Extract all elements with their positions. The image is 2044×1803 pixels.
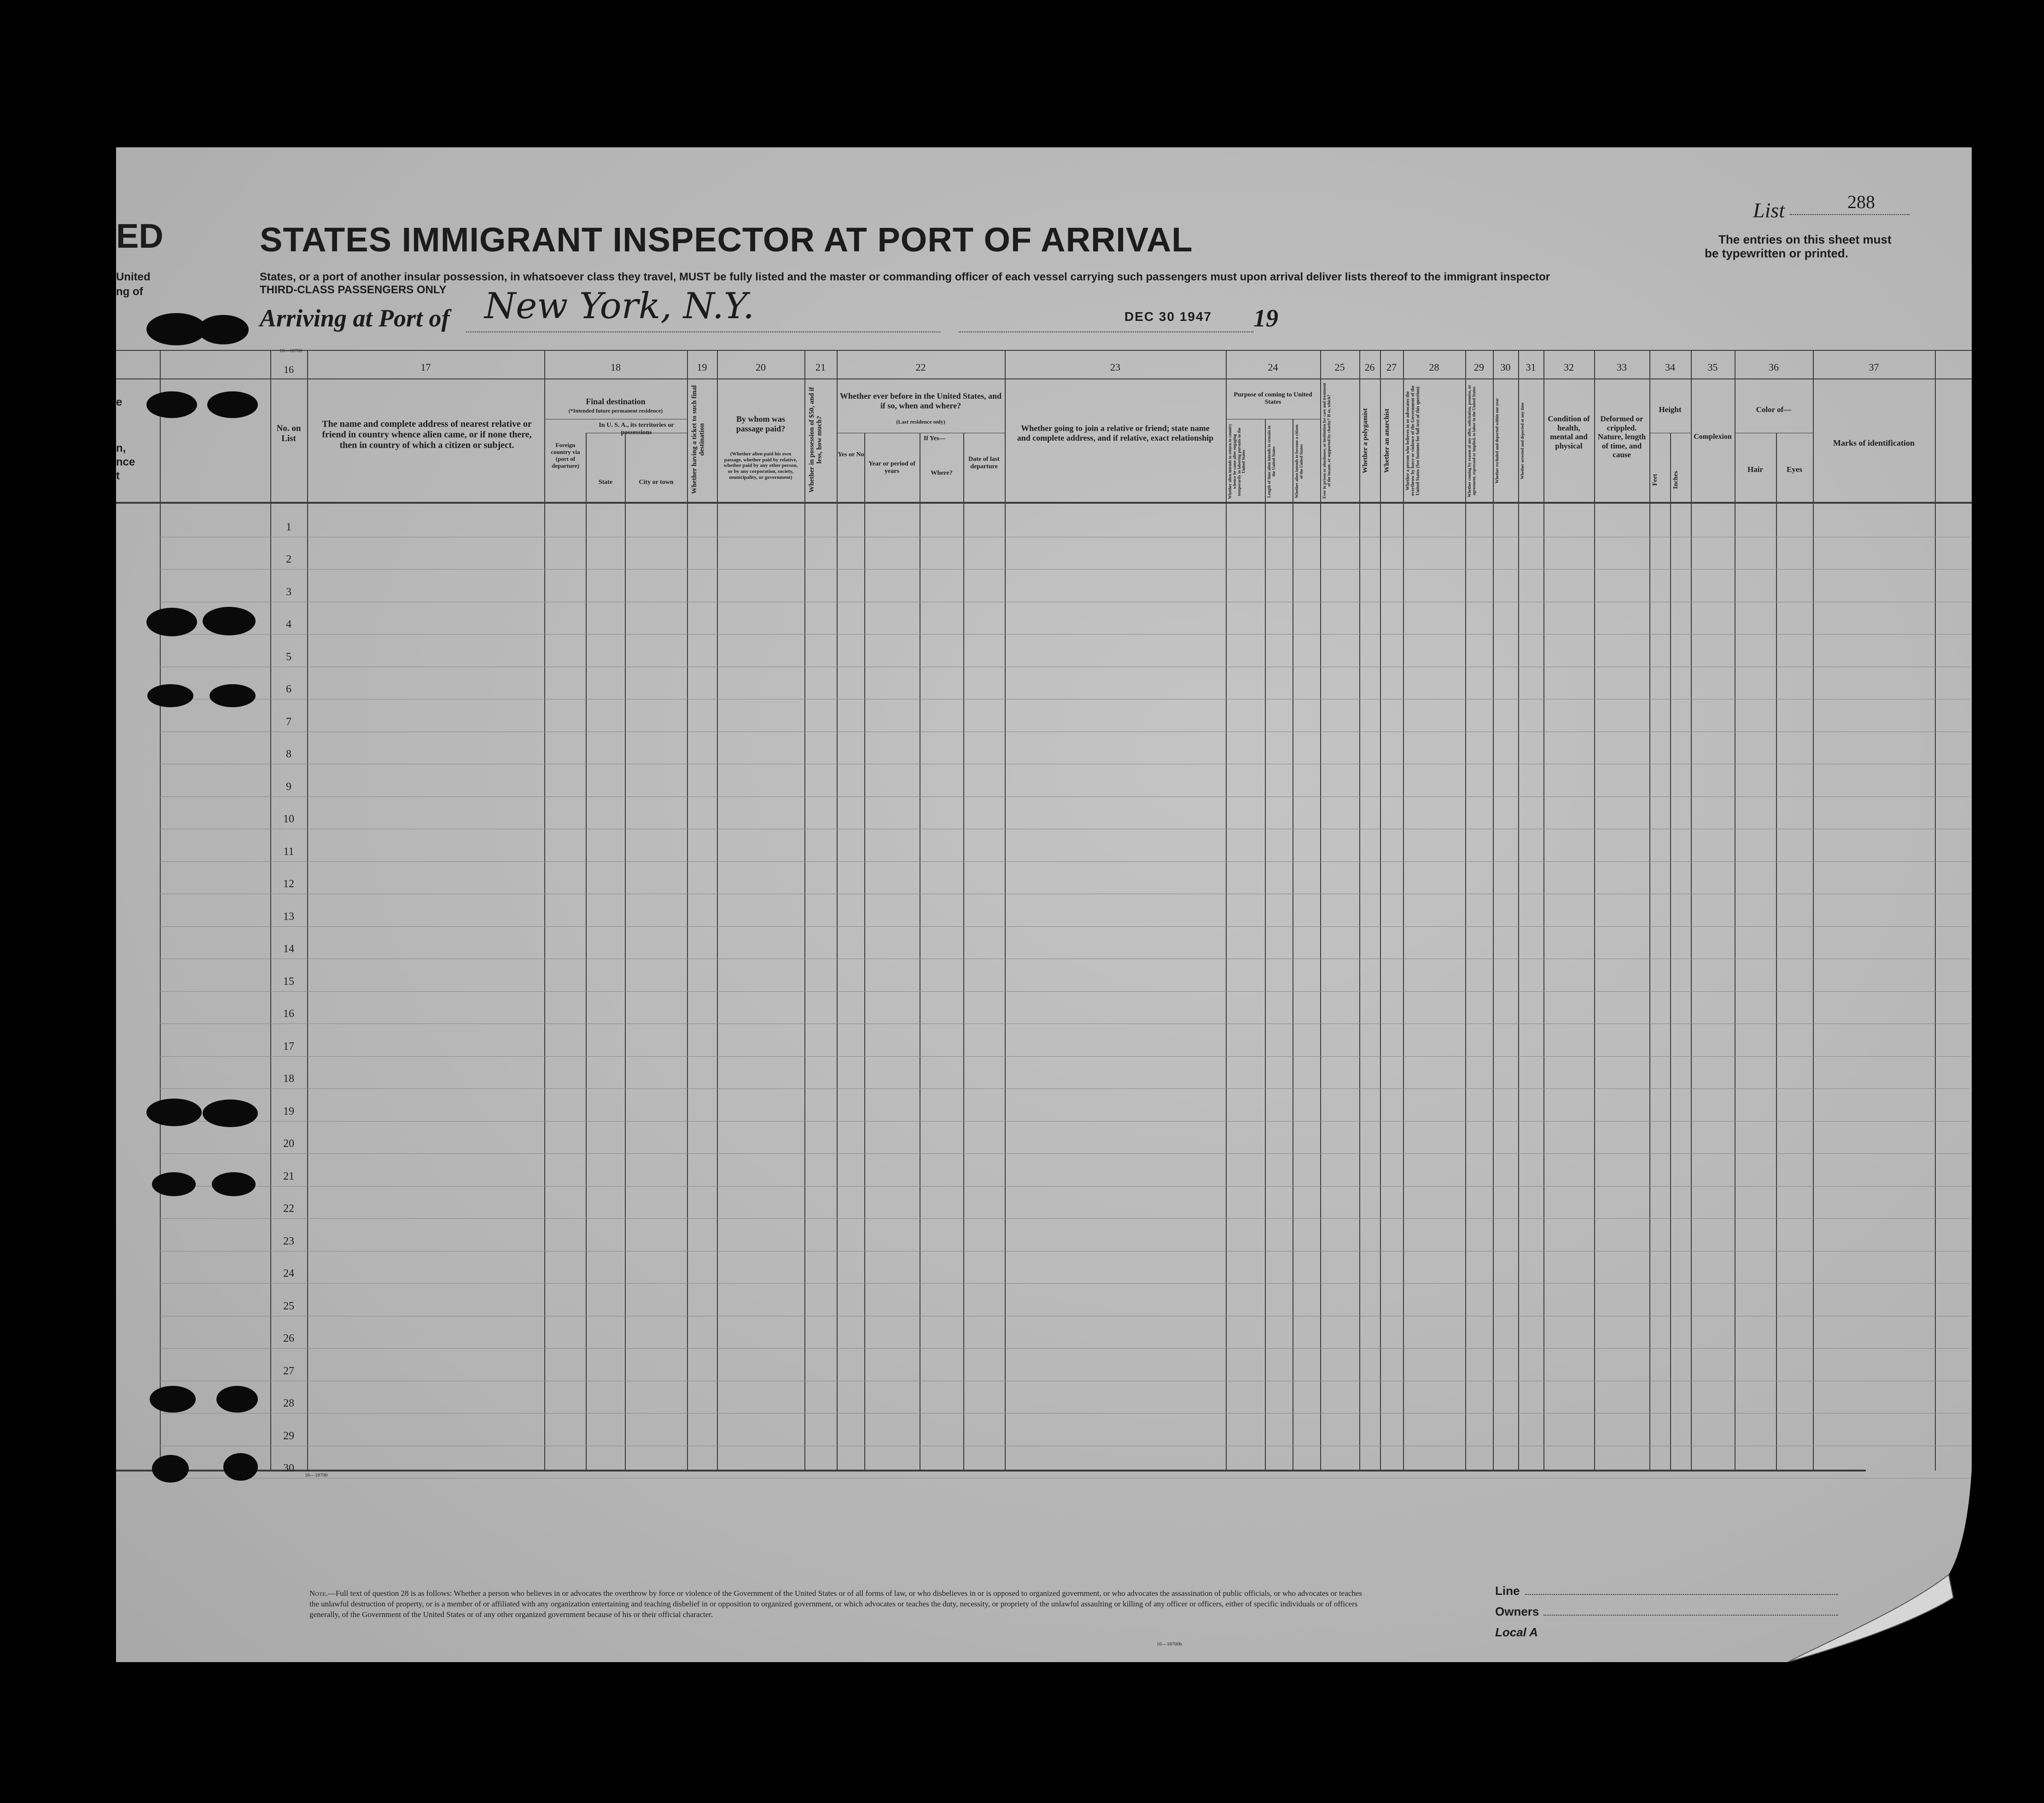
row-number: 20 [283,1138,294,1150]
col-line [687,350,688,1471]
row-number: 14 [283,943,294,955]
class-line: THIRD-CLASS PASSENGERS ONLY [260,284,447,296]
col-number-33: 33 [1617,361,1627,373]
row-rule [160,1088,1969,1089]
header-length-of-stay: Length of time alien intends to remain in the United States [1267,425,1276,498]
col-number-32: 32 [1564,361,1574,373]
header-yes-or-no: Yes or No [838,451,864,458]
punch-hole [203,1099,258,1127]
row-number: 8 [286,748,291,760]
col-line [1359,350,1360,1471]
col-line [1813,350,1814,1471]
row-number: 13 [283,910,294,923]
header-final-destination-note: (*Intended future permanent residence) [568,407,663,414]
col-number-28: 28 [1429,361,1439,373]
header-city-or-town: City or town [639,479,674,486]
col-number-34: 34 [1665,361,1675,373]
punch-hole [198,315,249,344]
col-number-31: 31 [1526,361,1536,373]
col-number-22: 22 [915,361,926,373]
row-number: 27 [283,1365,294,1377]
header-where: Where? [931,470,953,477]
year-prefix: 19 [1253,304,1278,332]
col-number-30: 30 [1500,361,1511,373]
header-color-of: Color of— [1756,405,1792,414]
punch-hole [212,1172,256,1196]
row-number: 2 [286,553,291,565]
row-rule [160,1153,1969,1154]
row-number: 10 [283,813,294,825]
header-complexion: Complexion [1694,433,1732,441]
col-line [625,433,626,1471]
row-number: 29 [283,1430,294,1442]
punch-hole [203,607,256,635]
header-nearest-relative: The name and complete address of nearest relative or friend in country whence alien came, or if none there, then in country of which a citizen or subject. [322,419,532,450]
header-join-relative: Whether going to join a relative or friend; state name and complete address, and if relative, exact relationship [1017,424,1214,442]
row-rule [160,1283,1969,1284]
row-number: 1 [286,521,291,533]
col-number-26: 26 [1364,361,1375,373]
col-line [1320,350,1321,1471]
form-code-bottom: 16—18700 [305,1472,328,1478]
header-hair: Hair [1747,465,1763,474]
row-number: 23 [283,1235,294,1247]
header-purpose: Purpose of coming to United States [1234,391,1312,406]
footer-line-label: Line [1495,1584,1520,1598]
punch-hole [207,391,258,418]
header-no-on-list: No. on List [276,424,301,443]
col-line [1776,433,1777,1471]
col-line [160,350,161,1471]
row-number: 18 [283,1073,294,1085]
header-feet: Feet [1652,474,1659,486]
header-last-residence: (Last residence only) [896,419,945,425]
list-label: List [1753,198,1785,222]
header-excluded-deported: Whether excluded and deported within one year [1495,398,1499,484]
header-prison-almshouse: Ever in prison or almshouse, or institution for care and treatment of the insane, or supported by charity? If so, which? [1322,383,1331,499]
col-line [270,350,271,1471]
col-line [586,433,587,1471]
col-number-29: 29 [1474,361,1484,373]
form-code-top: 16—18700 [280,348,303,354]
punch-hole [152,1172,196,1196]
row-number: 15 [283,975,294,988]
col-line [1670,433,1671,1471]
row-number: 22 [283,1203,294,1215]
punch-hole [146,313,206,345]
row-number: 12 [283,878,294,890]
row-number: 5 [286,651,291,663]
col-number-23: 23 [1110,361,1120,373]
col-line [804,350,805,1471]
header-final-destination: Final destination [586,397,646,406]
margin-label-1: e [116,396,122,408]
row-rule [160,569,1969,570]
row-number: 30 [283,1462,294,1474]
col-line [717,350,718,1471]
col-line [1380,350,1381,1471]
margin-label-3: nce [116,456,135,468]
row-rule [160,1218,1969,1219]
col-line [544,350,545,1471]
row-number: 7 [286,715,291,728]
header-return-intent: Whether alien intends to return to country whence he came after engaging temporarily in laboring pursuits in the United States [1228,424,1246,500]
header-height: Height [1659,405,1682,414]
margin-label-4: t [116,470,120,482]
col-line [1226,350,1227,1471]
instructions-line-2: be typewritten or printed. [1705,246,1849,260]
col-line [1493,350,1494,1471]
punch-hole [150,1386,196,1413]
punch-hole [216,1386,258,1413]
number-row-rule [116,378,1972,379]
header-anarchist: Whether an anarchist [1383,408,1391,473]
col-number-37: 37 [1869,361,1879,373]
row-number: 6 [286,683,291,695]
col-line [864,433,865,1471]
header-in-usa: In U. S. A., its territories or possessions [599,422,674,436]
left-fragment-line-1: United [116,271,151,283]
row-number: 24 [283,1268,294,1280]
date-stamp: DEC 30 1947 [1124,309,1212,324]
row-number: 3 [286,586,291,598]
row-rule [160,1348,1969,1349]
header-last-departure: Date of last departure [968,456,1000,471]
header-polygamist: Whether a polygamist [1362,408,1369,474]
header-period-of-years: Year or period of years [868,460,915,475]
footer-note-text: —Full text of question 28 is as follows: Whether a person who believes in or advocates the overthrow by force or violence of the Government of the United States or of all forms of law, or who disbelieves in or is opposed to organized government, or who advocates the assassination of public officials, or who advocates or teaches the unlawful destruction of property, or is a member of or affiliated with any organization entertaining and teaching disbelief in or opposition to organized government, or which advocates or teaches the duty, necessity, or propriety of the unlawful assaulting or killing of any officer or officers, either of specific individuals or of officers generally, of the Government of the United States or of any other organized government because of his or their official character. [309,1589,1362,1619]
header-labor-offer: Whether coming by reason of any offer, solicitation, promise, or agreement, expressed or implied, to labor in the United States [1467,384,1476,497]
header-fifty-dollars: Whether in possession of $50, and if less, how much? [808,387,823,493]
instructions-line-1: The entries on this sheet must [1718,233,1892,246]
form-code-footer: 16—18700b [1157,1641,1182,1647]
header-state: State [598,479,613,486]
header-arrested-deported: Whether arrested and deported at any time [1520,402,1525,479]
header-marks-of-identification: Marks of identification [1833,438,1915,448]
footer-note [309,1588,1368,1620]
col-number-25: 25 [1334,361,1345,373]
col-number-24: 24 [1268,361,1278,373]
row-rule [160,926,1969,927]
header-overthrow: Whether a person who believes in or advocates the overthrow by force or violence of the Government of the United States (See footnote for full text of this question) [1405,385,1421,496]
manifest-page [116,147,1972,1662]
header-citizen-intent: Whether alien intends to become a citizen of the United States [1294,425,1304,499]
col-line [1265,419,1266,1471]
header-bottom-rule [116,502,1972,504]
punch-hole [146,391,197,418]
footer-note-label: Note. [309,1589,328,1598]
row-number: 16 [283,1008,294,1020]
table-top-rule [116,350,1972,351]
punch-hole [146,608,197,636]
header-eyes: Eyes [1787,465,1802,474]
arriving-label: Arriving at Port of [260,304,450,332]
page-title: STATES IMMIGRANT INSPECTOR AT PORT OF ARRIVAL [260,221,1193,259]
col-line [963,433,964,1471]
left-fragment-line-2: ng of [116,285,143,298]
col-line [1691,350,1692,1471]
row-rule [160,861,1969,862]
margin-label-2: n, [116,442,126,454]
list-number: 288 [1847,192,1875,212]
header-inches: Inches [1672,471,1679,489]
header-deformed: Deformed or crippled. Nature, length of time, and cause [1597,414,1646,459]
header-passage-paid: By whom was passage paid? [736,414,786,433]
header-ever-before: Whether ever before in the United States, and if so, when and where? [840,391,1002,410]
row-number: 26 [283,1332,294,1344]
col-line [1518,350,1519,1471]
header-foreign-country: Foreign country via (port of departure) [551,442,580,469]
header-ticket: Whether having a ticket to such final destination [691,385,706,494]
row-rule [160,991,1969,992]
col-number-21: 21 [815,361,826,373]
row-number: 28 [283,1397,294,1409]
col-number-36: 36 [1769,361,1779,373]
port-handwritten: New York, N.Y. [484,285,755,327]
footer-local-label: Local A [1495,1625,1538,1639]
row-number: 19 [283,1105,294,1117]
col-number-20: 20 [756,361,766,373]
col-line [307,350,308,1471]
col-number-17: 17 [420,361,431,373]
row-number: 11 [283,845,294,858]
list-dotted-line [1790,214,1910,215]
row-rule [160,1056,1969,1057]
col-number-18: 18 [611,361,621,373]
col-line [1005,350,1006,1471]
col-number-16: 16 [284,364,294,375]
left-fragment-title: ED [116,217,163,255]
col-line [1403,350,1404,1471]
punch-hole [146,1099,202,1126]
row-number: 9 [286,780,291,793]
row-number: 4 [286,618,291,630]
header-passage-paid-note: (Whether alien paid his own passage, whether paid by relative, whether paid by any other person, or by any corporation, society, municipality, or government) [723,451,798,480]
col-line [1649,350,1650,1471]
header-health: Condition of health, mental and physical [1548,414,1590,450]
punch-hole [147,684,193,707]
col-line [1935,350,1936,1471]
row-number: 21 [283,1170,294,1182]
table-bottom-rule [116,1470,1866,1471]
col-line [1594,350,1595,1471]
row-rule [160,1121,1969,1122]
punch-hole [152,1455,189,1483]
col-number-35: 35 [1707,361,1718,373]
row-number: 17 [283,1040,294,1053]
punch-hole [210,684,256,707]
col-line [1465,350,1466,1471]
curled-corner [1732,1469,1972,1662]
row-number: 25 [283,1300,294,1312]
header-if-yes: If Yes— [923,435,946,442]
punch-hole [223,1453,258,1481]
col-line [1543,350,1544,1471]
col-number-19: 19 [697,361,707,373]
col-number-27: 27 [1386,361,1397,373]
subtitle-line: States, or a port of another insular possession, in whatsoever class they travel, MUST be fully listed and the master or commanding officer of each vessel carrying such passengers must upon arrival deliver lists thereof to the immigrant inspector [260,271,1550,283]
footer-owners-label: Owners [1495,1605,1539,1618]
col-line [837,350,838,1471]
